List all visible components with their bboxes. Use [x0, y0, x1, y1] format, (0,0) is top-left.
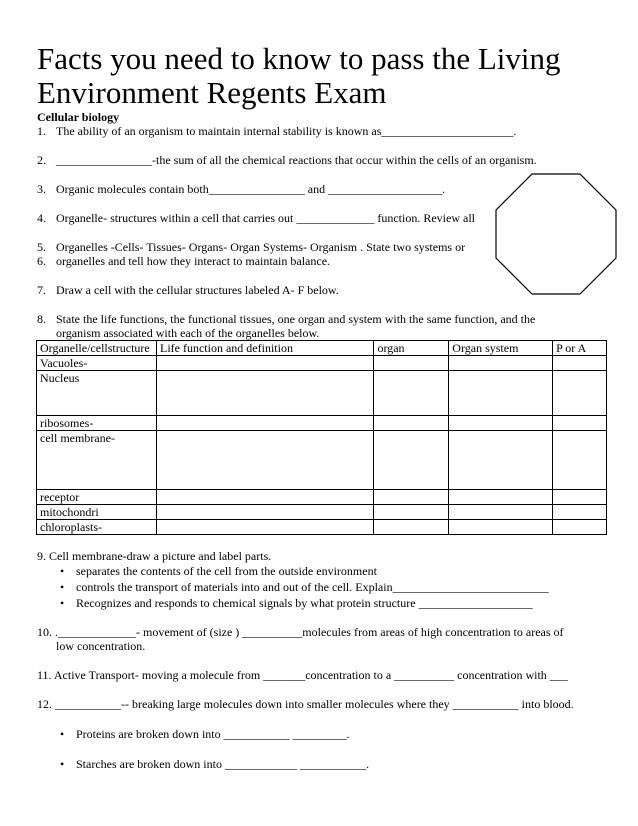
column-header: Organ system	[449, 341, 553, 356]
table-row	[37, 371, 607, 416]
question-4	[37, 211, 475, 225]
question-number: 4.	[37, 211, 46, 225]
answer-cell[interactable]	[156, 371, 373, 416]
row-label: mitochondri	[37, 505, 157, 520]
answer-cell[interactable]	[553, 490, 607, 505]
question-number: 8.	[37, 312, 46, 326]
answer-cell[interactable]	[374, 431, 449, 490]
question-6	[37, 254, 330, 268]
row-label: chloroplasts-	[37, 520, 157, 535]
bullet-item	[60, 580, 549, 594]
question-number: 3.	[37, 182, 46, 196]
answer-cell[interactable]	[156, 431, 373, 490]
answer-cell[interactable]	[553, 431, 607, 490]
question-text: The ability of an organism to maintain internal stability is known as______________________.	[56, 124, 517, 138]
bullet-icon: •	[60, 727, 65, 741]
row-label: ribosomes-	[37, 416, 157, 431]
question-3	[37, 182, 445, 196]
bullet-item	[60, 727, 350, 741]
question-text: ________________-the sum of all the chemical reactions that occur within the cells of an organism.	[56, 153, 537, 167]
answer-cell[interactable]	[374, 356, 449, 371]
bullet-item	[60, 564, 377, 578]
question-1	[37, 124, 516, 138]
question-number: 2.	[37, 153, 46, 167]
table-row	[37, 490, 607, 505]
answer-cell[interactable]	[553, 371, 607, 416]
question-9: 9. Cell membrane-draw a picture and label parts.	[37, 549, 272, 563]
bullet-item	[60, 596, 533, 610]
bullet-text: separates the contents of the cell from the outside environment	[76, 564, 377, 578]
question-8	[37, 312, 535, 326]
answer-cell[interactable]	[156, 416, 373, 431]
question-text: organelles and tell how they interact to maintain balance.	[56, 254, 331, 268]
answer-cell[interactable]	[449, 520, 553, 535]
question-number: 1.	[37, 124, 46, 138]
question-2	[37, 153, 537, 167]
column-header: Organelle/cellstructure	[37, 341, 157, 356]
answer-cell[interactable]	[553, 505, 607, 520]
answer-cell[interactable]	[374, 490, 449, 505]
bullet-text: Starches are broken down into ____________ ___________.	[76, 757, 369, 771]
answer-cell[interactable]	[449, 356, 553, 371]
column-header: Life function and definition	[156, 341, 373, 356]
answer-cell[interactable]	[553, 416, 607, 431]
column-header: P or A	[553, 341, 607, 356]
answer-cell[interactable]	[374, 520, 449, 535]
question-text: Draw a cell with the cellular structures labeled A- F below.	[56, 283, 339, 297]
row-label: Nucleus	[37, 371, 157, 416]
answer-cell[interactable]	[156, 505, 373, 520]
table-row	[37, 356, 607, 371]
answer-cell[interactable]	[156, 356, 373, 371]
column-header: organ	[374, 341, 449, 356]
bullet-text: Proteins are broken down into ___________ _________.	[76, 727, 350, 741]
answer-cell[interactable]	[449, 490, 553, 505]
question-10: 10. ._____________- movement of (size ) __________molecules from areas of high concentration to areas of	[37, 625, 564, 639]
table-row	[37, 431, 607, 490]
answer-cell[interactable]	[156, 520, 373, 535]
answer-cell[interactable]	[449, 505, 553, 520]
answer-cell[interactable]	[449, 431, 553, 490]
bullet-icon: •	[60, 596, 65, 610]
answer-cell[interactable]	[553, 520, 607, 535]
bullet-item	[60, 757, 369, 771]
question-7	[37, 283, 339, 297]
question-text: Organelles -Cells- Tissues- Organs- Organ Systems- Organism . State two systems or	[56, 240, 466, 254]
question-12: 12. ___________-- breaking large molecules down into smaller molecules where they ___________ into blood.	[37, 697, 574, 711]
bullet-icon: •	[60, 580, 65, 594]
section-heading: Cellular biology	[37, 110, 120, 124]
question-5	[37, 240, 465, 254]
question-text: Organic molecules contain both________________ and ___________________.	[56, 182, 446, 196]
question-text: State the life functions, the functional tissues, one organ and system with the same function, and the	[56, 312, 536, 326]
row-label: Vacuoles-	[37, 356, 157, 371]
page-title: Facts you need to know to pass the Living Environment Regents Exam	[37, 41, 561, 110]
question-11: 11. Active Transport- moving a molecule from _______concentration to a __________ concentration with ___	[37, 668, 568, 682]
question-number: 6.	[37, 254, 46, 268]
bullet-icon: •	[60, 564, 65, 578]
answer-cell[interactable]	[553, 356, 607, 371]
answer-cell[interactable]	[449, 371, 553, 416]
table-header-row	[37, 341, 607, 356]
question-text: Organelle- structures within a cell that carries out _____________ function. Review all	[56, 211, 475, 225]
bullet-text: controls the transport of materials into and out of the cell. Explain__________________________	[76, 580, 549, 594]
question-10-continuation: low concentration.	[56, 639, 146, 653]
answer-cell[interactable]	[374, 416, 449, 431]
answer-cell[interactable]	[449, 416, 553, 431]
row-label: receptor	[37, 490, 157, 505]
octagon-drawing-box	[494, 172, 618, 296]
answer-cell[interactable]	[374, 505, 449, 520]
table-row	[37, 505, 607, 520]
question-number: 7.	[37, 283, 46, 297]
table-row	[37, 416, 607, 431]
answer-cell[interactable]	[156, 490, 373, 505]
row-label: cell membrane-	[37, 431, 157, 490]
bullet-icon: •	[60, 757, 65, 771]
question-8-continuation: organism associated with each of the organelles below.	[56, 326, 320, 340]
table-row	[37, 520, 607, 535]
bullet-text: Recognizes and responds to chemical signals by what protein structure ___________________	[76, 596, 533, 610]
organelle-table	[36, 340, 607, 535]
answer-cell[interactable]	[374, 371, 449, 416]
question-number: 5.	[37, 240, 46, 254]
